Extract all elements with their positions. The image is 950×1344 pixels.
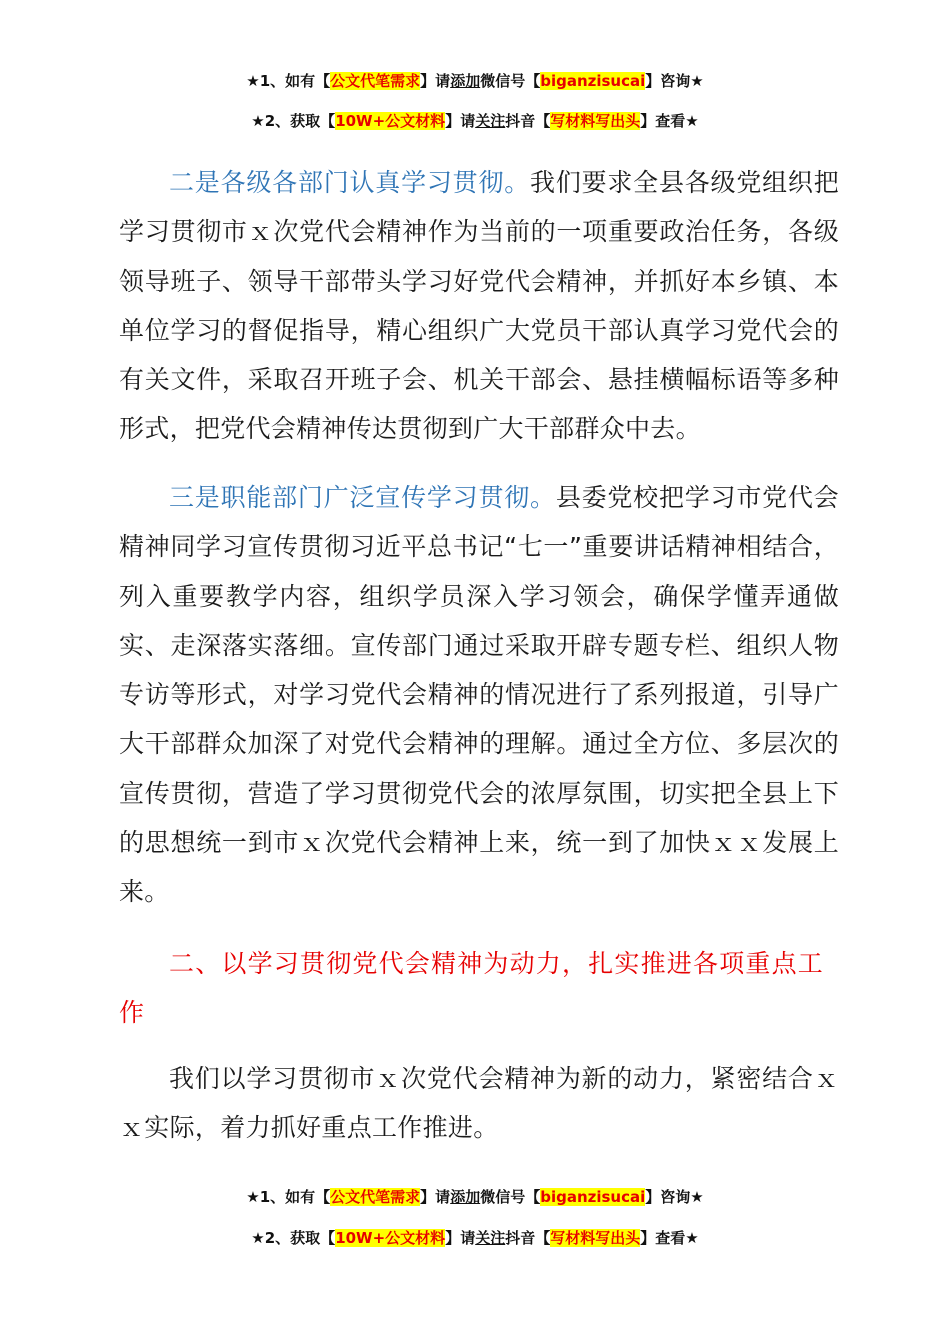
highlight-douyin-account: 写材料写出头	[550, 1229, 641, 1247]
highlight-wechat-id: biganzisucai	[540, 1188, 646, 1206]
highlight-douyin-account: 写材料写出头	[550, 112, 641, 130]
paragraph-key-work: 我们以学习贯彻市ｘ次党代会精神为新的动力，紧密结合ｘｘ实际，着力抓好重点工作推进。	[119, 1064, 839, 1143]
footer-banner-line-2: ★2、获取【10W+公文材料】请关注抖音【写材料写出头】查看★	[251, 1229, 699, 1247]
section-heading: 二、以学习贯彻党代会精神为动力，扎实推进各项重点工作	[119, 949, 825, 1027]
highlight-wechat-id: biganzisucai	[540, 72, 646, 90]
paragraph-functional-departments: 三是职能部门广泛宣传学习贯彻。县委党校把学习市党代会精神同学习宣传贯彻习近平总书记“七一”重要讲话精神相结合，列入重要教学内容，组织学员深入学习领会，确保学懂弄通做实、走深落实落细。宣传部门通过采取开辟专题专栏、组织人物专访等形式，对学习党代会精神的情况进行了系列报道，引导广大干部群众加深了对党代会精神的理解。通过全方位、多层次的宣传贯彻，营造了学习贯彻党代会的浓厚氛围，切实把全县上下的思想统一到市ｘ次党代会精神上来，统一到了加快ｘｘ发展上来。	[119, 483, 839, 907]
highlight-service: 公文代笔需求	[330, 1188, 421, 1206]
header-banner-line-1: ★1、如有【公文代笔需求】请添加微信号【biganzisucai】咨询★	[246, 72, 704, 90]
paragraph-lead: 三是职能部门广泛宣传学习贯彻。	[169, 483, 556, 512]
highlight-service: 公文代笔需求	[330, 72, 421, 90]
highlight-materials: 10W+公文材料	[335, 1229, 446, 1247]
paragraph-level-departments: 二是各级各部门认真学习贯彻。我们要求全县各级党组织把学习贯彻市ｘ次党代会精神作为当前的一项重要政治任务，各级领导班子、领导干部带头学习好党代会精神，并抓好本乡镇、本单位学习的督促指导，精心组织广大党员干部认真学习党代会的有关文件，采取召开班子会、机关干部会、悬挂横幅标语等多种形式，把党代会精神传达贯彻到广大干部群众中去。	[119, 168, 839, 444]
header-banner-line-2: ★2、获取【10W+公文材料】请关注抖音【写材料写出头】查看★	[251, 112, 699, 130]
paragraph-lead: 二是各级各部门认真学习贯彻。	[169, 168, 531, 197]
footer-banner-line-1: ★1、如有【公文代笔需求】请添加微信号【biganzisucai】咨询★	[246, 1188, 704, 1206]
highlight-materials: 10W+公文材料	[335, 112, 446, 130]
